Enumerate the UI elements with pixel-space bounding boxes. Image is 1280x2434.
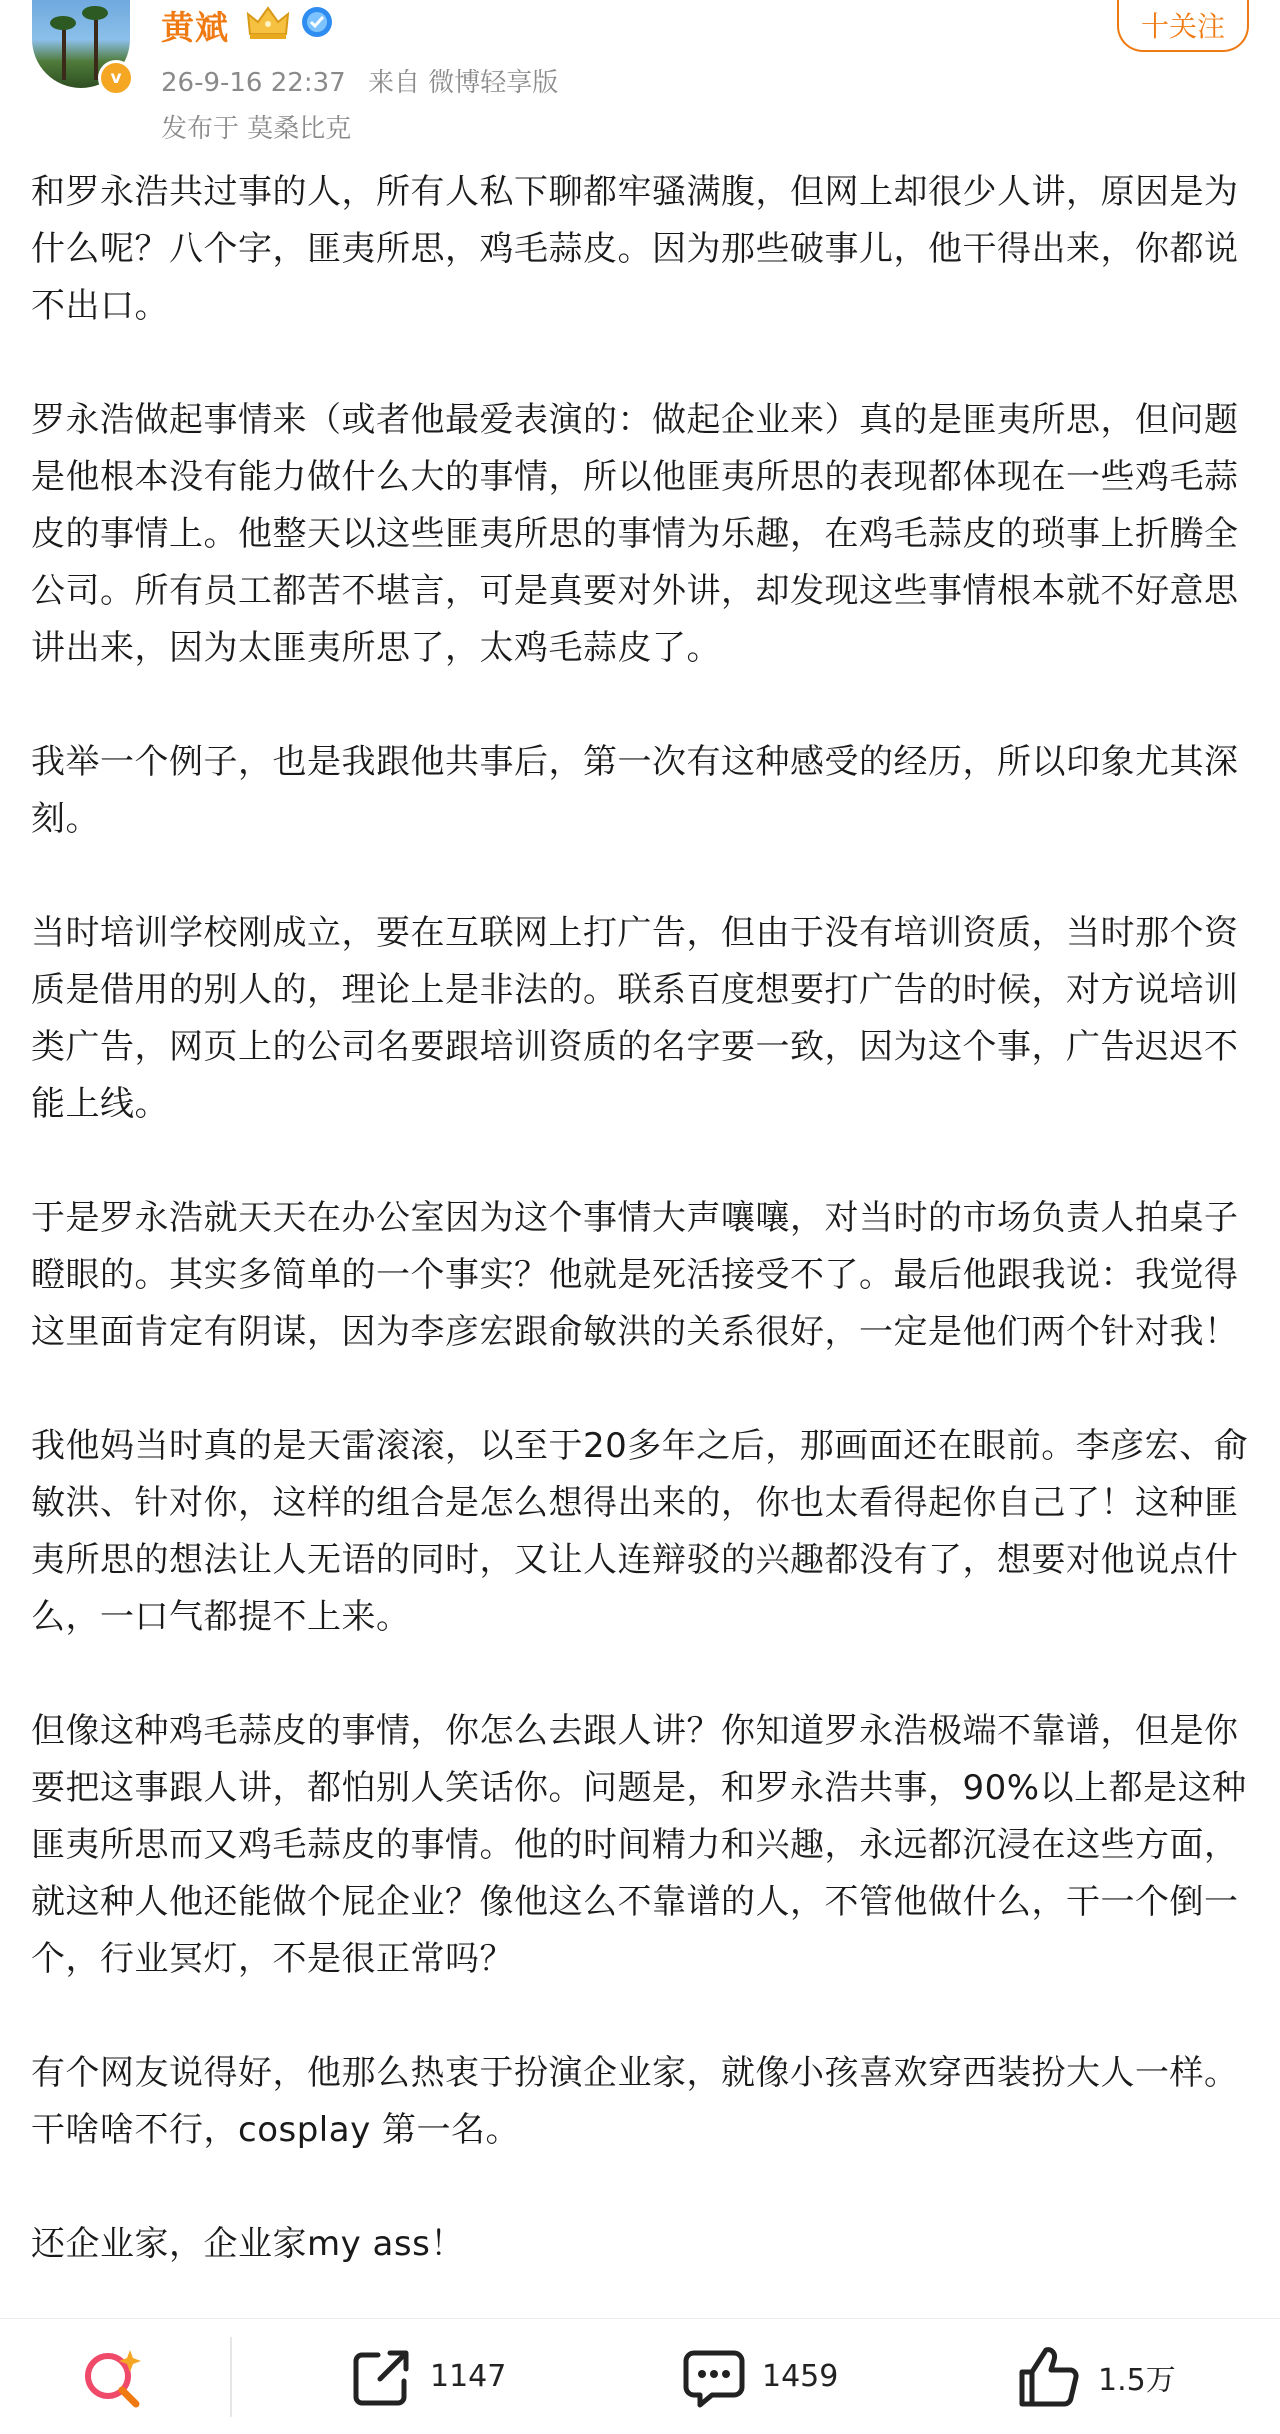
crown-icon bbox=[246, 4, 290, 42]
post-body bbox=[31, 164, 1251, 2273]
post-paragraph: 于是罗永浩就天天在办公室因为这个事情大声嚷嚷，对当时的市场负责人拍桌子瞪眼的。其实多简单的一个事实？他就是死活接受不了。最后他跟我说：我觉得这里面肯定有阴谋，因为李彦宏跟俞敏洪的关系很好，一定是他们两个针对我！ bbox=[31, 1198, 1239, 1352]
search-sparkle-icon bbox=[78, 2342, 148, 2412]
username[interactable]: 黄斌 bbox=[161, 8, 229, 47]
repost-button[interactable] bbox=[350, 2319, 506, 2434]
comment-count: 1459 bbox=[762, 2359, 839, 2394]
search-button[interactable] bbox=[78, 2319, 148, 2434]
post-paragraph: 我他妈当时真的是天雷滚滚，以至于20多年之后，那画面还在眼前。李彦宏、俞敏洪、针对你，这样的组合是怎么想得出来的，你也太看得起你自己了！这种匪夷所思的想法让人无语的同时，又让人连辩驳的兴趣都没有了，想要对他说点什么，一口气都提不上来。 bbox=[31, 1426, 1249, 1637]
post-paragraph: 有个网友说得好，他那么热衷于扮演企业家，就像小孩喜欢穿西装扮大人一样。干啥啥不行，cosplay 第一名。 bbox=[31, 2053, 1239, 2150]
share-arrow-icon bbox=[350, 2345, 414, 2409]
comment-button[interactable] bbox=[682, 2319, 838, 2434]
follow-button[interactable]: 十关注 bbox=[1117, 0, 1249, 52]
like-count: 1.5万 bbox=[1098, 2362, 1176, 2398]
action-bar bbox=[0, 2318, 1280, 2434]
post-source: 来自 微博轻享版 bbox=[367, 68, 559, 98]
comment-bubble-icon bbox=[682, 2345, 746, 2409]
post-timestamp: 26-9-16 22:37 bbox=[161, 68, 346, 98]
like-button[interactable] bbox=[1016, 2319, 1176, 2434]
post-meta bbox=[161, 62, 572, 99]
post-paragraph: 但像这种鸡毛蒜皮的事情，你怎么去跟人讲？你知道罗永浩极端不靠谱，但是你要把这事跟人讲，都怕别人笑话你。问题是，和罗永浩共事，90%以上都是这种匪夷所思而又鸡毛蒜皮的事情。他的时间精力和兴趣，永远都沉浸在这些方面，就这种人他还能做个屁企业？像他这么不靠谱的人，不管他做什么，干一个倒一个，行业冥灯，不是很正常吗？ bbox=[31, 1711, 1247, 1979]
thumbs-up-icon bbox=[1016, 2344, 1082, 2410]
post-paragraph: 还企业家，企业家my ass！ bbox=[31, 2224, 465, 2264]
divider bbox=[230, 2337, 232, 2417]
post-paragraph: 我举一个例子，也是我跟他共事后，第一次有这种感受的经历，所以印象尤其深刻。 bbox=[31, 742, 1239, 839]
verified-badge-icon: v bbox=[98, 60, 134, 96]
post-paragraph: 和罗永浩共过事的人，所有人私下聊都牢骚满腹，但网上却很少人讲，原因是为什么呢？八个字，匪夷所思，鸡毛蒜皮。因为那些破事儿，他干得出来，你都说不出口。 bbox=[31, 172, 1239, 326]
post-location: 发布于 莫桑比克 bbox=[161, 114, 352, 144]
post-paragraph: 当时培训学校刚成立，要在互联网上打广告，但由于没有培训资质，当时那个资质是借用的别人的，理论上是非法的。联系百度想要打广告的时候，对方说培训类广告，网页上的公司名要跟培训资质的名字要一致，因为这个事，广告迟迟不能上线。 bbox=[31, 913, 1239, 1124]
post-header bbox=[0, 0, 1280, 144]
blue-badge-icon bbox=[300, 5, 334, 39]
repost-count: 1147 bbox=[430, 2359, 507, 2394]
post-paragraph: 罗永浩做起事情来（或者他最爱表演的：做起企业来）真的是匪夷所思，但问题是他根本没有能力做什么大的事情，所以他匪夷所思的表现都体现在一些鸡毛蒜皮的事情上。他整天以这些匪夷所思的事情为乐趣，在鸡毛蒜皮的琐事上折腾全公司。所有员工都苦不堪言，可是真要对外讲，却发现这些事情根本就不好意思讲出来，因为太匪夷所思了，太鸡毛蒜皮了。 bbox=[31, 400, 1239, 668]
